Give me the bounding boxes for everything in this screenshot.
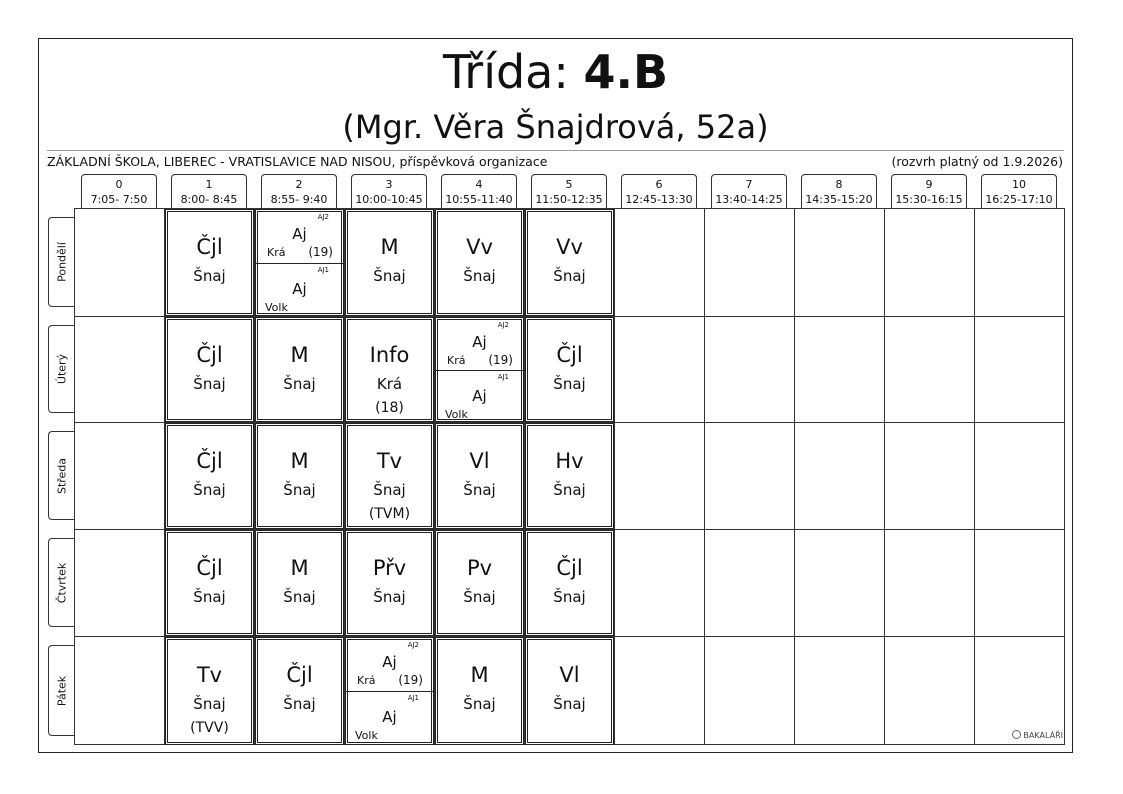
day-label [48,325,74,413]
column-divider [794,208,795,745]
day-name: Čtvrtek [55,562,68,603]
lesson-teacher: Šnaj [373,481,406,499]
lesson-teacher: Šnaj [193,481,226,499]
lesson-cell[interactable] [165,530,254,636]
column-divider [884,208,885,745]
lesson-room: (19) [488,353,513,367]
split-lesson-bottom[interactable] [346,691,433,744]
lesson-cell[interactable] [435,530,524,636]
lesson-room: (19) [398,673,423,687]
lesson-cell[interactable] [435,423,524,529]
lesson-cell[interactable] [435,317,524,422]
lesson-subject: Čjl [556,556,583,580]
period-time: 10:55-11:40 [445,193,513,206]
period-header [171,174,247,208]
lesson-subject: Čjl [286,663,313,687]
period-header [621,174,697,208]
lesson-teacher: Volk [355,729,378,742]
lesson-cell[interactable] [525,209,614,316]
split-lesson-top[interactable] [436,318,523,371]
lesson-subject: Čjl [556,343,583,367]
lesson-teacher: Šnaj [463,267,496,285]
lesson-teacher: Šnaj [283,481,316,499]
period-time: 12:45-13:30 [625,193,693,206]
lesson-subject: Vv [556,235,583,259]
lesson-subject: Čjl [196,235,223,259]
lesson-teacher: Šnaj [553,588,586,606]
day-label [48,645,74,736]
lesson-subject: M [380,235,399,259]
day-label [48,431,74,520]
period-header [441,174,517,208]
lesson-teacher: Šnaj [553,481,586,499]
lesson-subject: M [290,556,309,580]
period-header [351,174,427,208]
validity-note: (rozvrh platný od 1.9.2026) [891,154,1063,169]
period-time: 16:25-17:10 [985,193,1053,206]
lesson-subject: Aj [292,225,307,243]
lesson-teacher: Šnaj [373,588,406,606]
class-teacher: (Mgr. Věra Šnajdrová, 52a) [342,108,769,146]
column-divider [704,208,705,745]
lesson-teacher: Volk [265,300,288,314]
lesson-teacher: Šnaj [553,267,586,285]
lesson-cell[interactable] [435,209,524,316]
period-number: 7 [745,178,753,191]
lesson-teacher: Krá [357,674,376,687]
period-header [711,174,787,208]
lesson-teacher: Krá [447,354,466,367]
lesson-subject: Vl [559,663,580,687]
lesson-cell[interactable] [345,317,434,422]
lesson-teacher: Šnaj [283,588,316,606]
lesson-room: (18) [375,400,404,416]
lesson-subject: Aj [472,386,487,405]
split-lesson-bottom[interactable] [436,370,523,422]
lesson-cell[interactable] [165,423,254,529]
gear-icon [1012,730,1021,739]
day-name: Pondělí [55,242,68,282]
lesson-teacher: Šnaj [553,375,586,393]
lesson-cell[interactable] [345,637,434,745]
lesson-cell[interactable] [525,637,614,745]
split-lesson-bottom[interactable] [256,263,343,316]
period-number: 5 [565,178,573,191]
period-number: 1 [205,178,213,191]
lesson-cell[interactable] [435,637,524,745]
lesson-room: (TVM) [368,506,411,522]
split-lesson-top[interactable] [346,638,433,692]
period-number: 4 [475,178,483,191]
group-label: AJ2 [317,213,329,221]
lesson-cell[interactable] [525,423,614,529]
lesson-cell[interactable] [165,637,254,745]
lesson-subject: Tv [376,449,403,473]
lesson-subject: Čjl [196,556,223,580]
group-label: AJ2 [497,321,509,329]
period-time: 7:05- 7:50 [90,193,148,206]
day-label [48,217,74,307]
group-label: AJ1 [407,694,419,702]
day-name: Středa [55,457,68,494]
lesson-cell[interactable] [255,423,344,529]
logo-text: BAKALÁŘI [1023,731,1063,740]
lesson-subject: Přv [372,556,407,580]
bakalari-logo [1012,730,1063,741]
lesson-teacher: Šnaj [463,588,496,606]
lesson-room: (19) [308,245,333,259]
period-time: 8:55- 9:40 [270,193,328,206]
lesson-subject: Vv [466,235,493,259]
lesson-subject: M [290,343,309,367]
lesson-subject: Hv [555,449,584,473]
lesson-cell[interactable] [345,423,434,529]
lesson-teacher: Šnaj [193,695,226,713]
lesson-cell[interactable] [255,530,344,636]
lesson-teacher: Šnaj [193,375,226,393]
lesson-subject: Aj [472,333,487,351]
lesson-teacher: Krá [376,375,403,393]
period-number: 2 [295,178,303,191]
period-number: 10 [1012,178,1026,191]
group-label: AJ2 [407,641,419,649]
period-number: 6 [655,178,663,191]
lesson-cell[interactable] [255,209,344,316]
lesson-teacher: Šnaj [283,375,316,393]
lesson-subject: Tv [196,663,223,687]
period-header [261,174,337,208]
lesson-cell[interactable] [255,317,344,422]
period-header [981,174,1057,208]
lesson-subject: Čjl [196,343,223,367]
lesson-subject: Aj [382,708,397,726]
lesson-cell[interactable] [255,637,344,745]
lesson-teacher: Šnaj [463,695,496,713]
school-name: ZÁKLADNÍ ŠKOLA, LIBEREC - VRATISLAVICE NAD NISOU, příspěvková organizace [47,154,548,169]
period-number: 8 [835,178,843,191]
lesson-subject: Aj [382,653,397,671]
group-label: AJ1 [317,265,329,274]
split-lesson-top[interactable] [256,210,343,264]
lesson-teacher: Volk [445,407,468,421]
period-time: 8:00- 8:45 [180,193,238,206]
lesson-cell[interactable] [165,209,254,316]
period-header [891,174,967,208]
lesson-teacher: Šnaj [553,695,586,713]
lesson-teacher: Šnaj [193,267,226,285]
lesson-teacher: Šnaj [193,588,226,606]
lesson-cell[interactable] [345,209,434,316]
period-number: 9 [925,178,933,191]
column-divider [614,208,615,745]
period-header [531,174,607,208]
title-label: Třída: [442,45,569,99]
lesson-subject: Čjl [196,449,223,473]
lesson-teacher: Šnaj [463,481,496,499]
class-name: 4.B [583,45,669,99]
lesson-subject: M [470,663,489,687]
period-time: 13:40-14:25 [715,193,783,206]
lesson-subject: Info [369,343,410,367]
lesson-cell[interactable] [345,530,434,636]
period-header [81,174,157,208]
period-number: 3 [385,178,393,191]
lesson-cell[interactable] [525,530,614,636]
lesson-cell[interactable] [525,317,614,422]
lesson-subject: Pv [466,556,493,580]
lesson-subject: Vl [469,449,490,473]
day-label [48,538,74,627]
lesson-subject: Aj [292,279,307,298]
page-title [0,44,1111,100]
day-name: Pátek [55,675,68,706]
period-time: 10:00-10:45 [355,193,423,206]
period-number: 0 [115,178,123,191]
lesson-teacher: Šnaj [373,267,406,285]
group-label: AJ1 [497,372,509,381]
divider [47,150,1064,151]
day-name: Úterý [55,353,68,385]
lesson-cell[interactable] [165,317,254,422]
period-time: 14:35-15:20 [805,193,873,206]
period-time: 15:30-16:15 [895,193,963,206]
column-divider [974,208,975,745]
period-header [801,174,877,208]
period-time: 11:50-12:35 [535,193,603,206]
lesson-teacher: Šnaj [283,695,316,713]
lesson-room: (TVV) [190,720,229,736]
lesson-teacher: Krá [267,246,286,259]
lesson-subject: M [290,449,309,473]
